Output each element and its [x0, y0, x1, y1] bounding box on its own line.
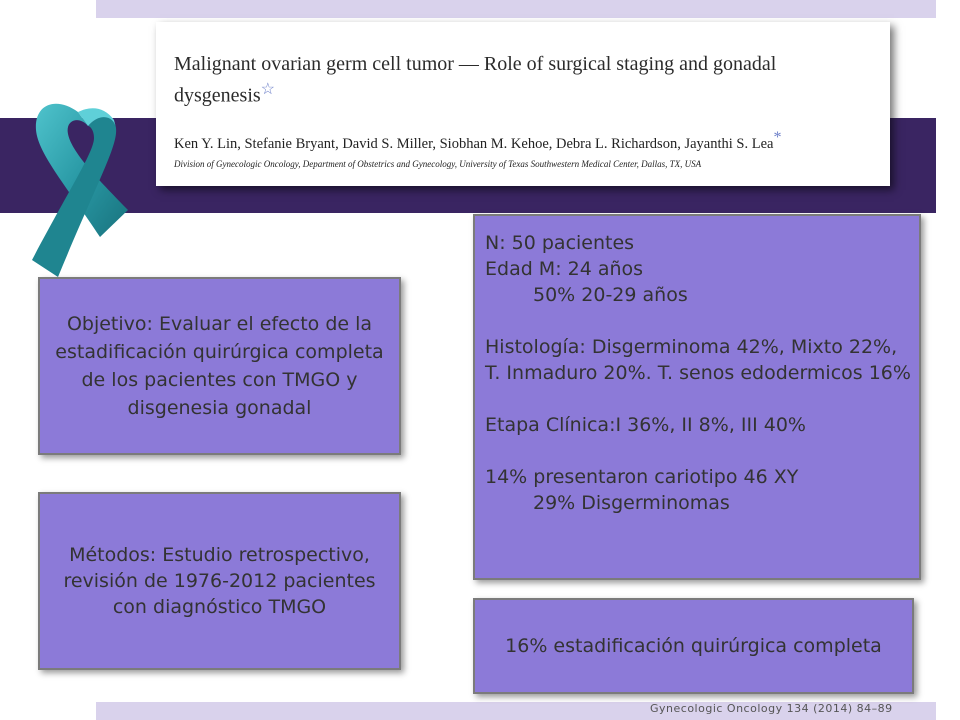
results-histology: Histología: Disgerminoma 42%, Mixto 22%, T. Inmaduro 20%. T. senos edodermicos 16%: [485, 336, 911, 384]
results-box: [473, 214, 921, 580]
results-age-range: 50% 20-29 años: [533, 284, 688, 306]
objective-text: Objetivo: Evaluar el efecto de la estadificación quirúrgica completa de los pacientes con TMGO y disgenesia gonadal: [55, 313, 384, 419]
staging-box: [473, 598, 914, 694]
results-karyotype-sub: 29% Disgerminomas: [533, 492, 730, 514]
methods-text: Métodos: Estudio retrospectivo, revisión de 1976-2012 pacientes con diagnóstico TMGO: [63, 544, 376, 618]
paper-affiliation: Division of Gynecologic Oncology, Department of Obstetrics and Gynecology, University of Texas Southwestern Medical Center, Dallas, TX, USA: [174, 159, 702, 169]
top-accent-bar: [96, 0, 936, 18]
citation: Gynecologic Oncology 134 (2014) 84–89: [650, 702, 893, 715]
title-star-icon: ☆: [260, 81, 276, 98]
author-star: *: [773, 129, 782, 146]
results-karyotype: 14% presentaron cariotipo 46 XY: [485, 466, 799, 488]
paper-title: Malignant ovarian germ cell tumor — Role of surgical staging and gonadal dysgenesis☆: [174, 53, 777, 107]
awareness-ribbon-icon: [18, 92, 158, 282]
objective-box: [38, 277, 401, 455]
paper-header-card: [156, 22, 890, 186]
methods-box: [38, 492, 401, 670]
paper-authors: Ken Y. Lin, Stefanie Bryant, David S. Miller, Siobhan M. Kehoe, Debra L. Richardson, Jayanthi S. Lea*: [174, 129, 782, 152]
results-n: N: 50 pacientes: [485, 232, 635, 254]
results-stage: Etapa Clínica:I 36%, II 8%, III 40%: [485, 414, 806, 436]
staging-text: 16% estadificación quirúrgica completa: [505, 635, 882, 657]
results-age: Edad M: 24 años: [485, 258, 644, 280]
